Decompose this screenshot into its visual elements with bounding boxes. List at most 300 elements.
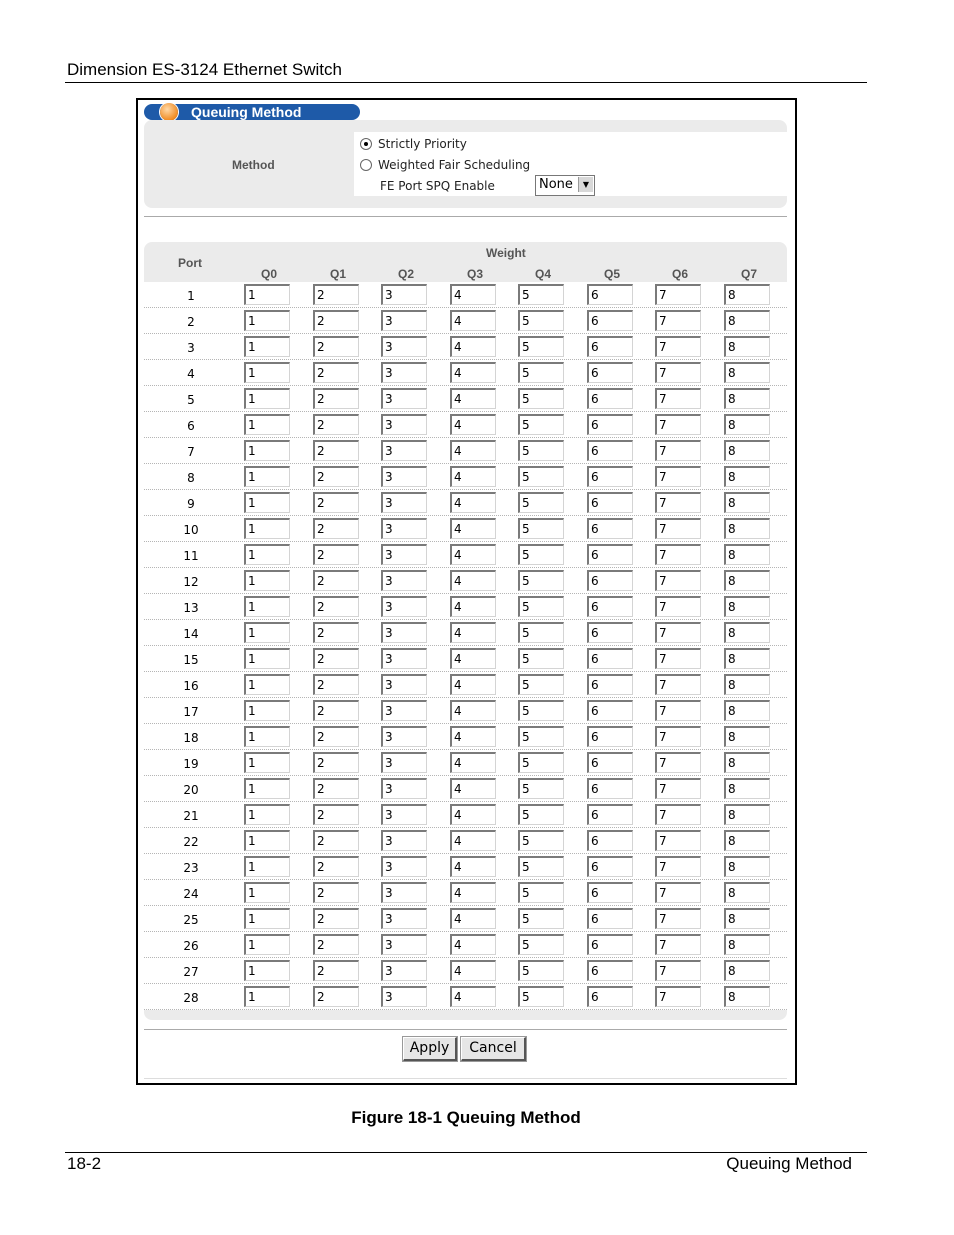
weight-q5-input[interactable]: 6 [587, 674, 633, 695]
table-row [144, 438, 787, 464]
port-number: 3 [187, 341, 195, 355]
weight-q1-input[interactable]: 2 [313, 362, 359, 383]
weight-q5-input[interactable]: 6 [587, 648, 633, 669]
table-row [144, 490, 787, 516]
weight-q0-input[interactable]: 1 [244, 492, 290, 513]
weight-q2-input[interactable]: 3 [381, 752, 427, 773]
weight-q4-input[interactable]: 5 [518, 908, 564, 929]
port-number: 6 [187, 419, 195, 433]
weight-q5-input[interactable]: 6 [587, 856, 633, 877]
weight-q6-input[interactable]: 7 [655, 440, 701, 461]
weight-q4-input[interactable]: 5 [518, 726, 564, 747]
table-row [144, 516, 787, 542]
weight-q3-input[interactable]: 4 [450, 778, 496, 799]
weight-q1-input[interactable]: 2 [313, 726, 359, 747]
port-number: 7 [187, 445, 195, 459]
weight-q6-input[interactable]: 7 [655, 752, 701, 773]
weight-q2-input[interactable]: 3 [381, 960, 427, 981]
weight-q1-input[interactable]: 2 [313, 856, 359, 877]
table-row [144, 828, 787, 854]
weight-q0-input[interactable]: 1 [244, 362, 290, 383]
weight-q2-input[interactable]: 3 [381, 882, 427, 903]
table-row [144, 880, 787, 906]
weight-q7-input[interactable]: 8 [724, 284, 770, 305]
weight-q2-input[interactable]: 3 [381, 466, 427, 487]
weight-q5-input[interactable]: 6 [587, 544, 633, 565]
weight-q6-input[interactable]: 7 [655, 518, 701, 539]
weight-q3-input[interactable]: 4 [450, 388, 496, 409]
weight-q1-input[interactable]: 2 [313, 440, 359, 461]
weight-q6-input[interactable]: 7 [655, 544, 701, 565]
weight-q2-input[interactable]: 3 [381, 830, 427, 851]
weight-q7-input[interactable]: 8 [724, 882, 770, 903]
weight-q3-input[interactable]: 4 [450, 752, 496, 773]
figure-caption: Figure 18-1 Queuing Method [351, 1108, 581, 1127]
weight-q6-input[interactable]: 7 [655, 726, 701, 747]
table-row [144, 308, 787, 334]
weight-q5-input[interactable]: 6 [587, 830, 633, 851]
weight-q0-input[interactable]: 1 [244, 882, 290, 903]
weight-q7-input[interactable]: 8 [724, 986, 770, 1007]
q1-header: Q1 [329, 267, 346, 281]
table-row [144, 776, 787, 802]
weight-q2-input[interactable]: 3 [381, 622, 427, 643]
weight-q0-input[interactable]: 1 [244, 960, 290, 981]
weight-q0-input[interactable]: 1 [244, 336, 290, 357]
fe-port-spq-select[interactable] [535, 175, 595, 196]
weight-q7-input[interactable]: 8 [724, 466, 770, 487]
weight-q4-input[interactable]: 5 [518, 466, 564, 487]
weight-q4-input[interactable]: 5 [518, 700, 564, 721]
weight-q7-input[interactable]: 8 [724, 440, 770, 461]
weight-q2-input[interactable]: 3 [381, 310, 427, 331]
weight-q0-input[interactable]: 1 [244, 466, 290, 487]
weight-q5-input[interactable]: 6 [587, 804, 633, 825]
table-row [144, 958, 787, 984]
weight-q2-input[interactable]: 3 [381, 440, 427, 461]
weight-q6-input[interactable]: 7 [655, 466, 701, 487]
q7-header: Q7 [740, 267, 757, 281]
weight-q1-input[interactable]: 2 [313, 674, 359, 695]
weight-q6-input[interactable]: 7 [655, 596, 701, 617]
weight-q4-input[interactable]: 5 [518, 778, 564, 799]
weight-q3-input[interactable]: 4 [450, 492, 496, 513]
port-number: 19 [183, 757, 199, 771]
weight-q3-input[interactable]: 4 [450, 596, 496, 617]
port-number: 13 [183, 601, 199, 615]
header-rule [65, 82, 867, 83]
port-number: 4 [187, 367, 195, 381]
weight-q6-input[interactable]: 7 [655, 674, 701, 695]
weight-q3-input[interactable]: 4 [450, 518, 496, 539]
weight-q7-input[interactable]: 8 [724, 830, 770, 851]
weight-q6-input[interactable]: 7 [655, 492, 701, 513]
weight-q1-input[interactable]: 2 [313, 830, 359, 851]
weight-q6-input[interactable]: 7 [655, 414, 701, 435]
weight-q7-input[interactable]: 8 [724, 726, 770, 747]
weight-q4-input[interactable]: 5 [518, 830, 564, 851]
weight-q2-input[interactable]: 3 [381, 518, 427, 539]
weight-q5-input[interactable]: 6 [587, 752, 633, 773]
weight-q0-input[interactable]: 1 [244, 908, 290, 929]
weight-q3-input[interactable]: 4 [450, 622, 496, 643]
weight-q1-input[interactable]: 2 [313, 700, 359, 721]
weight-header: Weight [486, 246, 526, 260]
weight-q0-input[interactable]: 1 [244, 622, 290, 643]
weight-q0-input[interactable]: 1 [244, 388, 290, 409]
weight-q5-input[interactable]: 6 [587, 570, 633, 591]
weight-q2-input[interactable]: 3 [381, 934, 427, 955]
weight-q5-input[interactable]: 6 [587, 440, 633, 461]
port-number: 8 [187, 471, 195, 485]
weight-q6-input[interactable]: 7 [655, 804, 701, 825]
weight-q6-input[interactable]: 7 [655, 986, 701, 1007]
port-number: 17 [183, 705, 199, 719]
weight-table-header [144, 242, 787, 282]
weight-q2-input[interactable]: 3 [381, 726, 427, 747]
weight-q3-input[interactable]: 4 [450, 570, 496, 591]
page-number: 18-2 [67, 1154, 102, 1173]
weight-q4-input[interactable]: 5 [518, 310, 564, 331]
weight-q7-input[interactable]: 8 [724, 362, 770, 383]
port-number: 26 [183, 939, 199, 953]
weight-q4-input[interactable]: 5 [518, 622, 564, 643]
weight-q4-input[interactable]: 5 [518, 518, 564, 539]
weight-q6-input[interactable]: 7 [655, 830, 701, 851]
weight-q1-input[interactable]: 2 [313, 284, 359, 305]
port-number: 18 [183, 731, 199, 745]
weight-q4-input[interactable]: 5 [518, 986, 564, 1007]
weight-q0-input[interactable]: 1 [244, 596, 290, 617]
weight-q3-input[interactable]: 4 [450, 362, 496, 383]
weight-q0-input[interactable]: 1 [244, 934, 290, 955]
weight-q5-input[interactable]: 6 [587, 934, 633, 955]
weight-q3-input[interactable]: 4 [450, 908, 496, 929]
weight-q3-input[interactable]: 4 [450, 986, 496, 1007]
port-number: 12 [183, 575, 199, 589]
weight-q3-input[interactable]: 4 [450, 804, 496, 825]
weight-q4-input[interactable]: 5 [518, 414, 564, 435]
port-number: 10 [183, 523, 199, 537]
weight-q2-input[interactable]: 3 [381, 804, 427, 825]
weight-q4-input[interactable]: 5 [518, 388, 564, 409]
weighted-fair-scheduling-radio[interactable] [360, 159, 372, 171]
weight-q5-input[interactable]: 6 [587, 986, 633, 1007]
weight-q7-input[interactable]: 8 [724, 518, 770, 539]
footer-rule [65, 1152, 867, 1153]
table-row [144, 594, 787, 620]
weight-q0-input[interactable]: 1 [244, 674, 290, 695]
weight-q6-input[interactable]: 7 [655, 700, 701, 721]
weight-q5-input[interactable]: 6 [587, 882, 633, 903]
weight-q1-input[interactable]: 2 [313, 596, 359, 617]
weight-q3-input[interactable]: 4 [450, 960, 496, 981]
port-number: 22 [183, 835, 199, 849]
weight-q7-input[interactable]: 8 [724, 960, 770, 981]
weight-q6-input[interactable]: 7 [655, 778, 701, 799]
weight-table-body [144, 282, 787, 1010]
weight-q6-input[interactable]: 7 [655, 908, 701, 929]
weight-q4-input[interactable]: 5 [518, 804, 564, 825]
weight-q0-input[interactable]: 1 [244, 440, 290, 461]
port-number: 24 [183, 887, 199, 901]
weight-q4-input[interactable]: 5 [518, 648, 564, 669]
apply-button[interactable]: Apply [403, 1037, 457, 1061]
fe-port-spq-label: FE Port SPQ Enable [380, 179, 495, 193]
weight-q4-input[interactable]: 5 [518, 882, 564, 903]
table-row [144, 854, 787, 880]
weight-q1-input[interactable]: 2 [313, 804, 359, 825]
weight-q2-input[interactable]: 3 [381, 388, 427, 409]
table-row [144, 646, 787, 672]
weight-q2-input[interactable]: 3 [381, 492, 427, 513]
weight-q6-input[interactable]: 7 [655, 362, 701, 383]
port-number: 11 [183, 549, 199, 563]
weight-q4-input[interactable]: 5 [518, 284, 564, 305]
weight-q7-input[interactable]: 8 [724, 752, 770, 773]
weight-q7-input[interactable]: 8 [724, 908, 770, 929]
weight-q4-input[interactable]: 5 [518, 856, 564, 877]
weight-q3-input[interactable]: 4 [450, 310, 496, 331]
weight-q4-input[interactable]: 5 [518, 570, 564, 591]
weight-q3-input[interactable]: 4 [450, 726, 496, 747]
weight-q0-input[interactable]: 1 [244, 284, 290, 305]
weight-q1-input[interactable]: 2 [313, 492, 359, 513]
weight-q7-input[interactable]: 8 [724, 804, 770, 825]
weight-q7-input[interactable]: 8 [724, 310, 770, 331]
weight-q2-input[interactable]: 3 [381, 700, 427, 721]
weight-q0-input[interactable]: 1 [244, 414, 290, 435]
weight-q5-input[interactable]: 6 [587, 622, 633, 643]
weight-q1-input[interactable]: 2 [313, 986, 359, 1007]
weight-q5-input[interactable]: 6 [587, 336, 633, 357]
weight-q5-input[interactable]: 6 [587, 414, 633, 435]
port-number: 21 [183, 809, 199, 823]
table-row [144, 620, 787, 646]
weight-q4-input[interactable]: 5 [518, 752, 564, 773]
table-row [144, 698, 787, 724]
weight-q3-input[interactable]: 4 [450, 856, 496, 877]
weight-q7-input[interactable]: 8 [724, 934, 770, 955]
weight-q6-input[interactable]: 7 [655, 336, 701, 357]
method-section [144, 120, 787, 208]
weight-q7-input[interactable]: 8 [724, 674, 770, 695]
button-divider [144, 1029, 787, 1030]
weight-q3-input[interactable]: 4 [450, 336, 496, 357]
weight-q2-input[interactable]: 3 [381, 674, 427, 695]
weight-q5-input[interactable]: 6 [587, 310, 633, 331]
weight-q1-input[interactable]: 2 [313, 934, 359, 955]
weight-q6-input[interactable]: 7 [655, 310, 701, 331]
weight-q5-input[interactable]: 6 [587, 596, 633, 617]
table-row [144, 906, 787, 932]
weight-q1-input[interactable]: 2 [313, 960, 359, 981]
weight-q2-input[interactable]: 3 [381, 362, 427, 383]
weight-q2-input[interactable]: 3 [381, 596, 427, 617]
weight-q4-input[interactable]: 5 [518, 440, 564, 461]
weight-q7-input[interactable]: 8 [724, 414, 770, 435]
weight-q5-input[interactable]: 6 [587, 778, 633, 799]
weight-q1-input[interactable]: 2 [313, 466, 359, 487]
weight-q3-input[interactable]: 4 [450, 284, 496, 305]
weight-q5-input[interactable]: 6 [587, 700, 633, 721]
weight-q6-input[interactable]: 7 [655, 388, 701, 409]
weight-q2-input[interactable]: 3 [381, 648, 427, 669]
weight-q0-input[interactable]: 1 [244, 986, 290, 1007]
weight-q7-input[interactable]: 8 [724, 336, 770, 357]
weight-q7-input[interactable]: 8 [724, 622, 770, 643]
weight-table-footer [144, 1010, 787, 1020]
weight-q4-input[interactable]: 5 [518, 544, 564, 565]
weighted-fair-scheduling-label: Weighted Fair Scheduling [378, 158, 531, 172]
weight-q0-input[interactable]: 1 [244, 570, 290, 591]
weight-q7-input[interactable]: 8 [724, 596, 770, 617]
table-row [144, 724, 787, 750]
q5-header: Q5 [603, 267, 620, 281]
weight-q2-input[interactable]: 3 [381, 336, 427, 357]
port-number: 5 [187, 393, 195, 407]
weight-q1-input[interactable]: 2 [313, 310, 359, 331]
weight-q2-input[interactable]: 3 [381, 570, 427, 591]
weight-q5-input[interactable]: 6 [587, 960, 633, 981]
weight-q1-input[interactable]: 2 [313, 388, 359, 409]
table-row [144, 464, 787, 490]
weight-q5-input[interactable]: 6 [587, 726, 633, 747]
weight-q4-input[interactable]: 5 [518, 492, 564, 513]
strictly-priority-label: Strictly Priority [378, 137, 467, 151]
weight-q5-input[interactable]: 6 [587, 362, 633, 383]
weight-q7-input[interactable]: 8 [724, 570, 770, 591]
weight-q0-input[interactable]: 1 [244, 856, 290, 877]
chapter-name: Queuing Method [726, 1154, 852, 1173]
weight-q0-input[interactable]: 1 [244, 544, 290, 565]
weight-q3-input[interactable]: 4 [450, 544, 496, 565]
weight-q0-input[interactable]: 1 [244, 518, 290, 539]
weight-q3-input[interactable]: 4 [450, 934, 496, 955]
weight-q0-input[interactable]: 1 [244, 752, 290, 773]
weight-q5-input[interactable]: 6 [587, 908, 633, 929]
table-row [144, 568, 787, 594]
weight-q7-input[interactable]: 8 [724, 544, 770, 565]
weight-q6-input[interactable]: 7 [655, 856, 701, 877]
port-number: 27 [183, 965, 199, 979]
weight-q3-input[interactable]: 4 [450, 414, 496, 435]
port-number: 2 [187, 315, 195, 329]
weight-q2-input[interactable]: 3 [381, 908, 427, 929]
weight-q1-input[interactable]: 2 [313, 752, 359, 773]
method-label: Method [232, 158, 275, 172]
table-row [144, 542, 787, 568]
weight-q2-input[interactable]: 3 [381, 544, 427, 565]
weight-q5-input[interactable]: 6 [587, 518, 633, 539]
weight-q1-input[interactable]: 2 [313, 622, 359, 643]
cancel-button[interactable]: Cancel [461, 1037, 526, 1061]
weight-q1-input[interactable]: 2 [313, 414, 359, 435]
weight-q4-input[interactable]: 5 [518, 934, 564, 955]
weight-q1-input[interactable]: 2 [313, 882, 359, 903]
weight-q0-input[interactable]: 1 [244, 778, 290, 799]
weight-q3-input[interactable]: 4 [450, 700, 496, 721]
weight-q4-input[interactable]: 5 [518, 674, 564, 695]
table-row [144, 386, 787, 412]
weight-q6-input[interactable]: 7 [655, 934, 701, 955]
weight-q3-input[interactable]: 4 [450, 674, 496, 695]
weight-q4-input[interactable]: 5 [518, 960, 564, 981]
weight-q0-input[interactable]: 1 [244, 726, 290, 747]
weight-q7-input[interactable]: 8 [724, 388, 770, 409]
weight-q0-input[interactable]: 1 [244, 830, 290, 851]
weight-q4-input[interactable]: 5 [518, 336, 564, 357]
weight-q1-input[interactable]: 2 [313, 570, 359, 591]
table-row [144, 282, 787, 308]
weight-q5-input[interactable]: 6 [587, 388, 633, 409]
weight-q6-input[interactable]: 7 [655, 284, 701, 305]
weight-q7-input[interactable]: 8 [724, 856, 770, 877]
port-column-header: Port [178, 256, 202, 270]
queuing-method-panel [136, 98, 797, 1085]
weight-q2-input[interactable]: 3 [381, 986, 427, 1007]
weight-q2-input[interactable]: 3 [381, 856, 427, 877]
weight-q6-input[interactable]: 7 [655, 570, 701, 591]
weight-q6-input[interactable]: 7 [655, 622, 701, 643]
weight-q1-input[interactable]: 2 [313, 544, 359, 565]
weight-q6-input[interactable]: 7 [655, 960, 701, 981]
port-number: 20 [183, 783, 199, 797]
weight-q5-input[interactable]: 6 [587, 492, 633, 513]
port-number: 23 [183, 861, 199, 875]
weight-q7-input[interactable]: 8 [724, 648, 770, 669]
weight-q0-input[interactable]: 1 [244, 804, 290, 825]
weight-q5-input[interactable]: 6 [587, 466, 633, 487]
weight-q4-input[interactable]: 5 [518, 596, 564, 617]
weight-q0-input[interactable]: 1 [244, 310, 290, 331]
chevron-down-icon[interactable]: ▼ [578, 177, 593, 192]
table-row [144, 412, 787, 438]
weight-q1-input[interactable]: 2 [313, 648, 359, 669]
section-divider [144, 216, 787, 217]
weight-q1-input[interactable]: 2 [313, 778, 359, 799]
q4-header: Q4 [534, 267, 551, 281]
weight-q3-input[interactable]: 4 [450, 830, 496, 851]
weight-q4-input[interactable]: 5 [518, 362, 564, 383]
weight-q3-input[interactable]: 4 [450, 882, 496, 903]
weight-q1-input[interactable]: 2 [313, 518, 359, 539]
weight-q6-input[interactable]: 7 [655, 882, 701, 903]
port-number: 1 [187, 289, 195, 303]
weight-q5-input[interactable]: 6 [587, 284, 633, 305]
weight-q7-input[interactable]: 8 [724, 492, 770, 513]
weight-q6-input[interactable]: 7 [655, 648, 701, 669]
weight-q0-input[interactable]: 1 [244, 648, 290, 669]
q0-header: Q0 [260, 267, 277, 281]
weight-q3-input[interactable]: 4 [450, 648, 496, 669]
table-row [144, 334, 787, 360]
bottom-divider [144, 1078, 787, 1079]
weight-q2-input[interactable]: 3 [381, 778, 427, 799]
weight-q2-input[interactable]: 3 [381, 414, 427, 435]
weight-q3-input[interactable]: 4 [450, 440, 496, 461]
table-row [144, 672, 787, 698]
weight-q1-input[interactable]: 2 [313, 908, 359, 929]
weight-q0-input[interactable]: 1 [244, 700, 290, 721]
port-number: 28 [183, 991, 199, 1005]
weight-q2-input[interactable]: 3 [381, 284, 427, 305]
weight-q7-input[interactable]: 8 [724, 778, 770, 799]
weight-q1-input[interactable]: 2 [313, 336, 359, 357]
strictly-priority-radio[interactable] [360, 138, 372, 150]
weight-q3-input[interactable]: 4 [450, 466, 496, 487]
weight-q7-input[interactable]: 8 [724, 700, 770, 721]
